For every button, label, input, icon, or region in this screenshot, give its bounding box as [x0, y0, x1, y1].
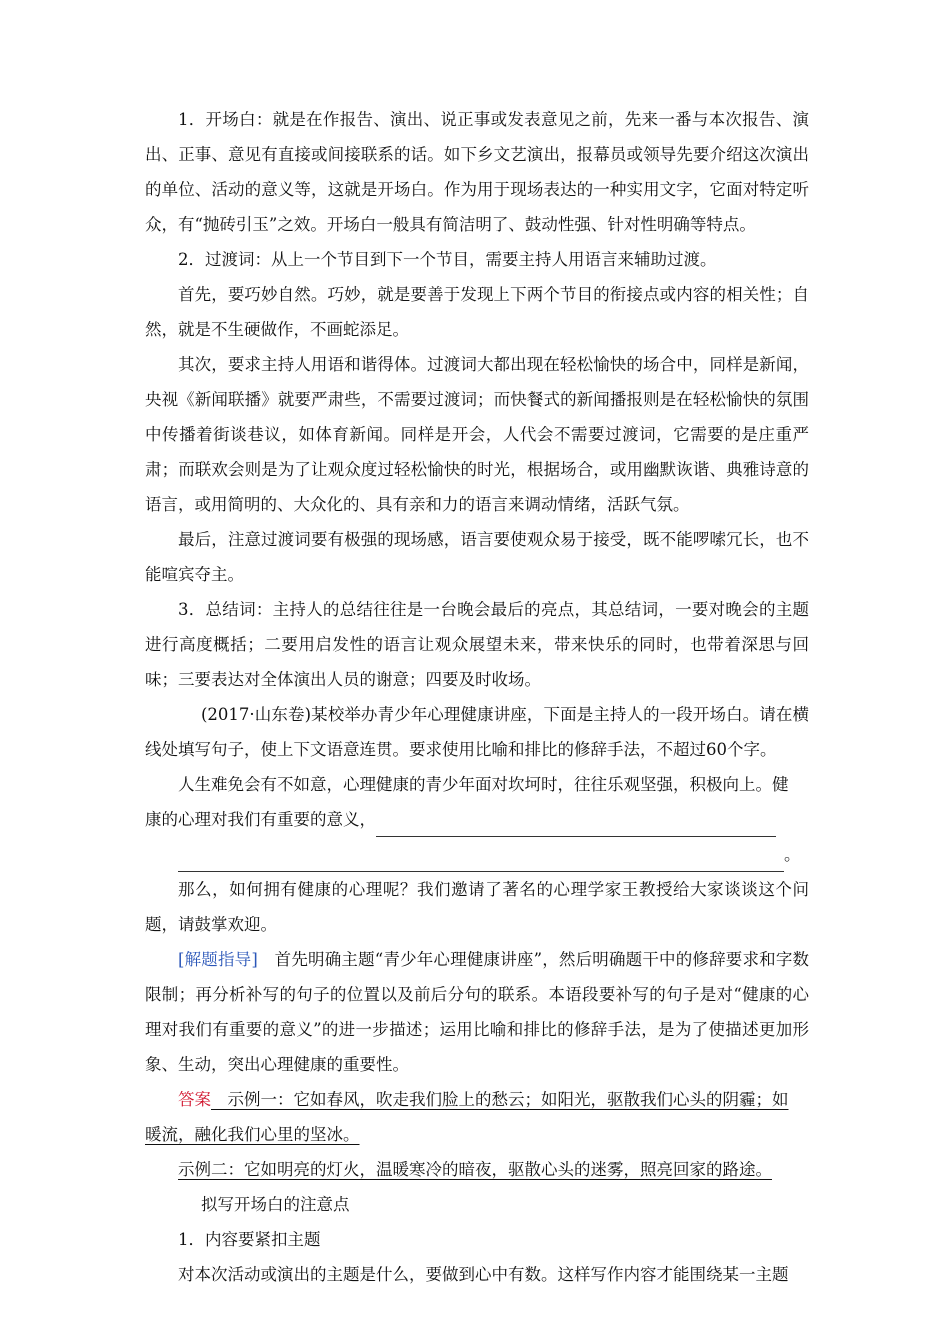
paragraph-closing-remarks: 3．总结词：主持人的总结往往是一台晚会最后的亮点，其总结词，一要对晚会的主题进行高度概括；二要用启发性的语言让观众展望未来，带来快乐的同时，也带着深思与回味；三要表达对全体演出人员的谢意；四要及时收场。: [145, 600, 809, 689]
answer-blank-row-2: [145, 837, 809, 872]
question-passage-end: 那么，如何拥有健康的心理呢？我们邀请了著名的心理学家王教授给大家谈谈这个问题，请鼓掌欢迎。: [145, 880, 809, 934]
answer-blank-line: [178, 851, 784, 872]
paragraph-opening-remarks: 1．开场白：就是在作报告、演出、说正事或发表意见之前，先来一番与本次报告、演出、正事、意见有直接或间接联系的话。如下乡文艺演出，报幕员或领导先要介绍这次演出的单位、活动的意义等，这就是开场白。作为用于现场表达的一种实用文字，它面对特定听众，有“抛砖引玉”之效。开场白一般具有简洁明了、鼓动性强、针对性明确等特点。: [145, 110, 809, 234]
solution-guide-label: [解题指导]: [178, 950, 258, 969]
paragraph-last-point: 最后，注意过渡词要有极强的现场感，语言要使观众易于接受，既不能啰嗦冗长，也不能喧宾夺主。: [145, 530, 809, 584]
blank-end-mark: 。: [784, 845, 801, 864]
paragraph-transition-words: 2．过渡词：从上一个节目到下一个节目，需要主持人用语言来辅助过渡。: [178, 250, 717, 269]
answer-label: 答案: [178, 1090, 211, 1109]
tips-heading: 拟写开场白的注意点: [201, 1195, 350, 1214]
question-prompt: (2017·山东卷)某校举办青少年心理健康讲座，下面是主持人的一段开场白。请在横线处填写句子，使上下文语意连贯。要求使用比喻和排比的修辞手法，不超过60个字。: [145, 705, 809, 759]
answer-blank-line: [376, 816, 776, 837]
question-passage-start: 人生难免会有不如意，心理健康的青少年面对坎坷时，往往乐观坚强，积极向上。健: [178, 775, 789, 794]
answer-example-2: [145, 1152, 809, 1187]
tip-1-heading: 1．内容要紧扣主题: [178, 1230, 321, 1249]
answer-blank-row-1: [145, 802, 809, 837]
document-page: [145, 102, 809, 1292]
solution-guide: [145, 942, 809, 1082]
answer-example-1-cont: [145, 1117, 809, 1152]
answer-example-1-line-1: 示例一：它如春风，吹走我们脸上的愁云；如阳光，驱散我们心头的阴霾；如: [211, 1090, 789, 1109]
question-passage-cont: 康的心理对我们有重要的意义，: [145, 810, 376, 829]
tip-1-text: 对本次活动或演出的主题是什么，要做到心中有数。这样写作内容才能围绕某一主题: [178, 1265, 789, 1284]
answer-example-1-line-2: 暖流，融化我们心里的坚冰。: [145, 1125, 360, 1144]
answer-example-1: [145, 1082, 809, 1117]
answer-example-2-text: 示例二：它如明亮的灯火，温暖寒冷的暗夜，驱散心头的迷雾，照亮回家的路途。: [178, 1160, 772, 1179]
paragraph-first-point: 首先，要巧妙自然。巧妙，就是要善于发现上下两个节目的衔接点或内容的相关性；自然，就是不生硬做作，不画蛇添足。: [145, 285, 809, 339]
paragraph-second-point: 其次，要求主持人用语和谐得体。过渡词大都出现在轻松愉快的场合中，同样是新闻，央视《新闻联播》就要严肃些，不需要过渡词；而快餐式的新闻播报则是在轻松愉快的氛围中传播着街谈巷议，如体育新闻。同样是开会，人代会不需要过渡词，它需要的是庄重严肃；而联欢会则是为了让观众度过轻松愉快的时光，根据场合，或用幽默诙谐、典雅诗意的语言，或用简明的、大众化的、具有亲和力的语言来调动情绪，活跃气氛。: [145, 355, 809, 514]
solution-guide-text: 首先明确主题“青少年心理健康讲座”，然后明确题干中的修辞要求和字数限制；再分析补写的句子的位置以及前后分句的联系。本语段要补写的句子是对“健康的心理对我们有重要的意义”的进一步描述；运用比喻和排比的修辞手法，是为了使描述更加形象、生动，突出心理健康的重要性。: [145, 950, 810, 1074]
